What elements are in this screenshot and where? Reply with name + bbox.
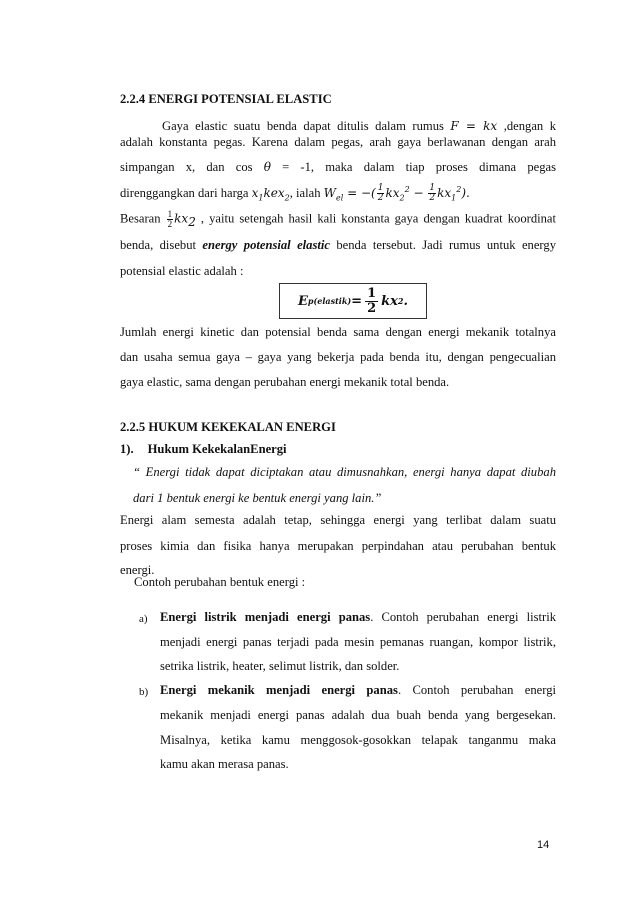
paragraph-line: Besaran $\frac{1}{2}$ $kx_2$ , yaitu setengah hasil kali konstanta gaya dengan kuadrat koordinat (120, 209, 556, 229)
list-item-line: Misalnya, ketika kamu menggosok-gosokkan telapak tanganmu maka (160, 733, 556, 747)
section-heading-hukum-kekekalan: 2.2.5 HUKUM KEKEKALAN ENERGI (120, 420, 336, 434)
list-item-line: mekanik menjadi energi panas adalah dua buah benda yang bergesekan. (160, 708, 556, 722)
paragraph-line: energi. (120, 563, 155, 577)
list-marker: a) (139, 613, 148, 625)
list-item-line: setrika listrik, heater, selimut listrik, dan solder. (160, 659, 400, 673)
list-item-line: kamu akan merasa panas. (160, 757, 289, 771)
paragraph-line: potensial elastic adalah : (120, 264, 244, 278)
paragraph-line: simpangan x, dan cos θ = -1, maka dalam tiap proses dimana pegas (120, 160, 557, 174)
paragraph-line: adalah konstanta pegas. Karena dalam pegas, arah gaya berlawanan dengan arah (120, 135, 556, 149)
page-number: 14 (537, 839, 550, 851)
example-intro: Contoh perubahan bentuk energi : (134, 575, 306, 589)
paragraph-line: Jumlah energi kinetic dan potensial benda sama dengan energi mekanik totalnya (120, 325, 556, 339)
paragraph-line: Gaya elastic suatu benda dapat ditulis dalam rumus F = kx ,dengan k (162, 119, 556, 133)
quote-line: dari 1 bentuk energi ke bentuk energi yang lain.” (133, 491, 382, 505)
section-heading-energi-potensial: 2.2.4 ENERGI POTENSIAL ELASTIC (120, 92, 332, 106)
paragraph-line-formula: direnggangkan dari harga $x_1kex_2$, ialah $W_{el}$ = −( $\frac{1}{2}$ $kx_2^2$ − $\frac{1}{2}$ $kx_1^2$). (120, 183, 470, 203)
quote-line: “ Energi tidak dapat diciptakan atau dimusnahkan, energi hanya dapat diubah (133, 465, 556, 479)
list-item-line: Energi listrik menjadi energi panas. Contoh perubahan energi listrik (160, 610, 556, 624)
formula-box-elastic-energy: E p(elastik) = $\frac{1}{2}$ kx 2 . (279, 283, 427, 319)
paragraph-line: proses kimia dan fisika hanya merupakan perpindahan atau perubahan bentuk (120, 539, 556, 553)
list-marker: b) (139, 686, 149, 698)
paragraph-line: benda, disebut energy potensial elastic benda tersebut. Jadi rumus untuk energy (120, 238, 556, 252)
subsection-heading: 1). Hukum KekekalanEnergi (120, 442, 287, 456)
paragraph-line: dan usaha semua gaya – gaya yang bekerja pada benda itu, dengan pengecualian (120, 350, 556, 364)
list-item-line: Energi mekanik menjadi energi panas. Contoh perubahan energi (160, 683, 556, 697)
term-energy-potensial-elastic: energy potensial elastic (202, 238, 330, 252)
list-item-line: menjadi energi panas terjadi pada mesin pemanas ruangan, kompor listrik, (160, 635, 556, 649)
paragraph-line: gaya elastic, sama dengan perubahan energi mekanik total benda. (120, 375, 450, 389)
paragraph-line: Energi alam semesta adalah tetap, sehingga energi yang terlibat dalam suatu (120, 513, 556, 527)
